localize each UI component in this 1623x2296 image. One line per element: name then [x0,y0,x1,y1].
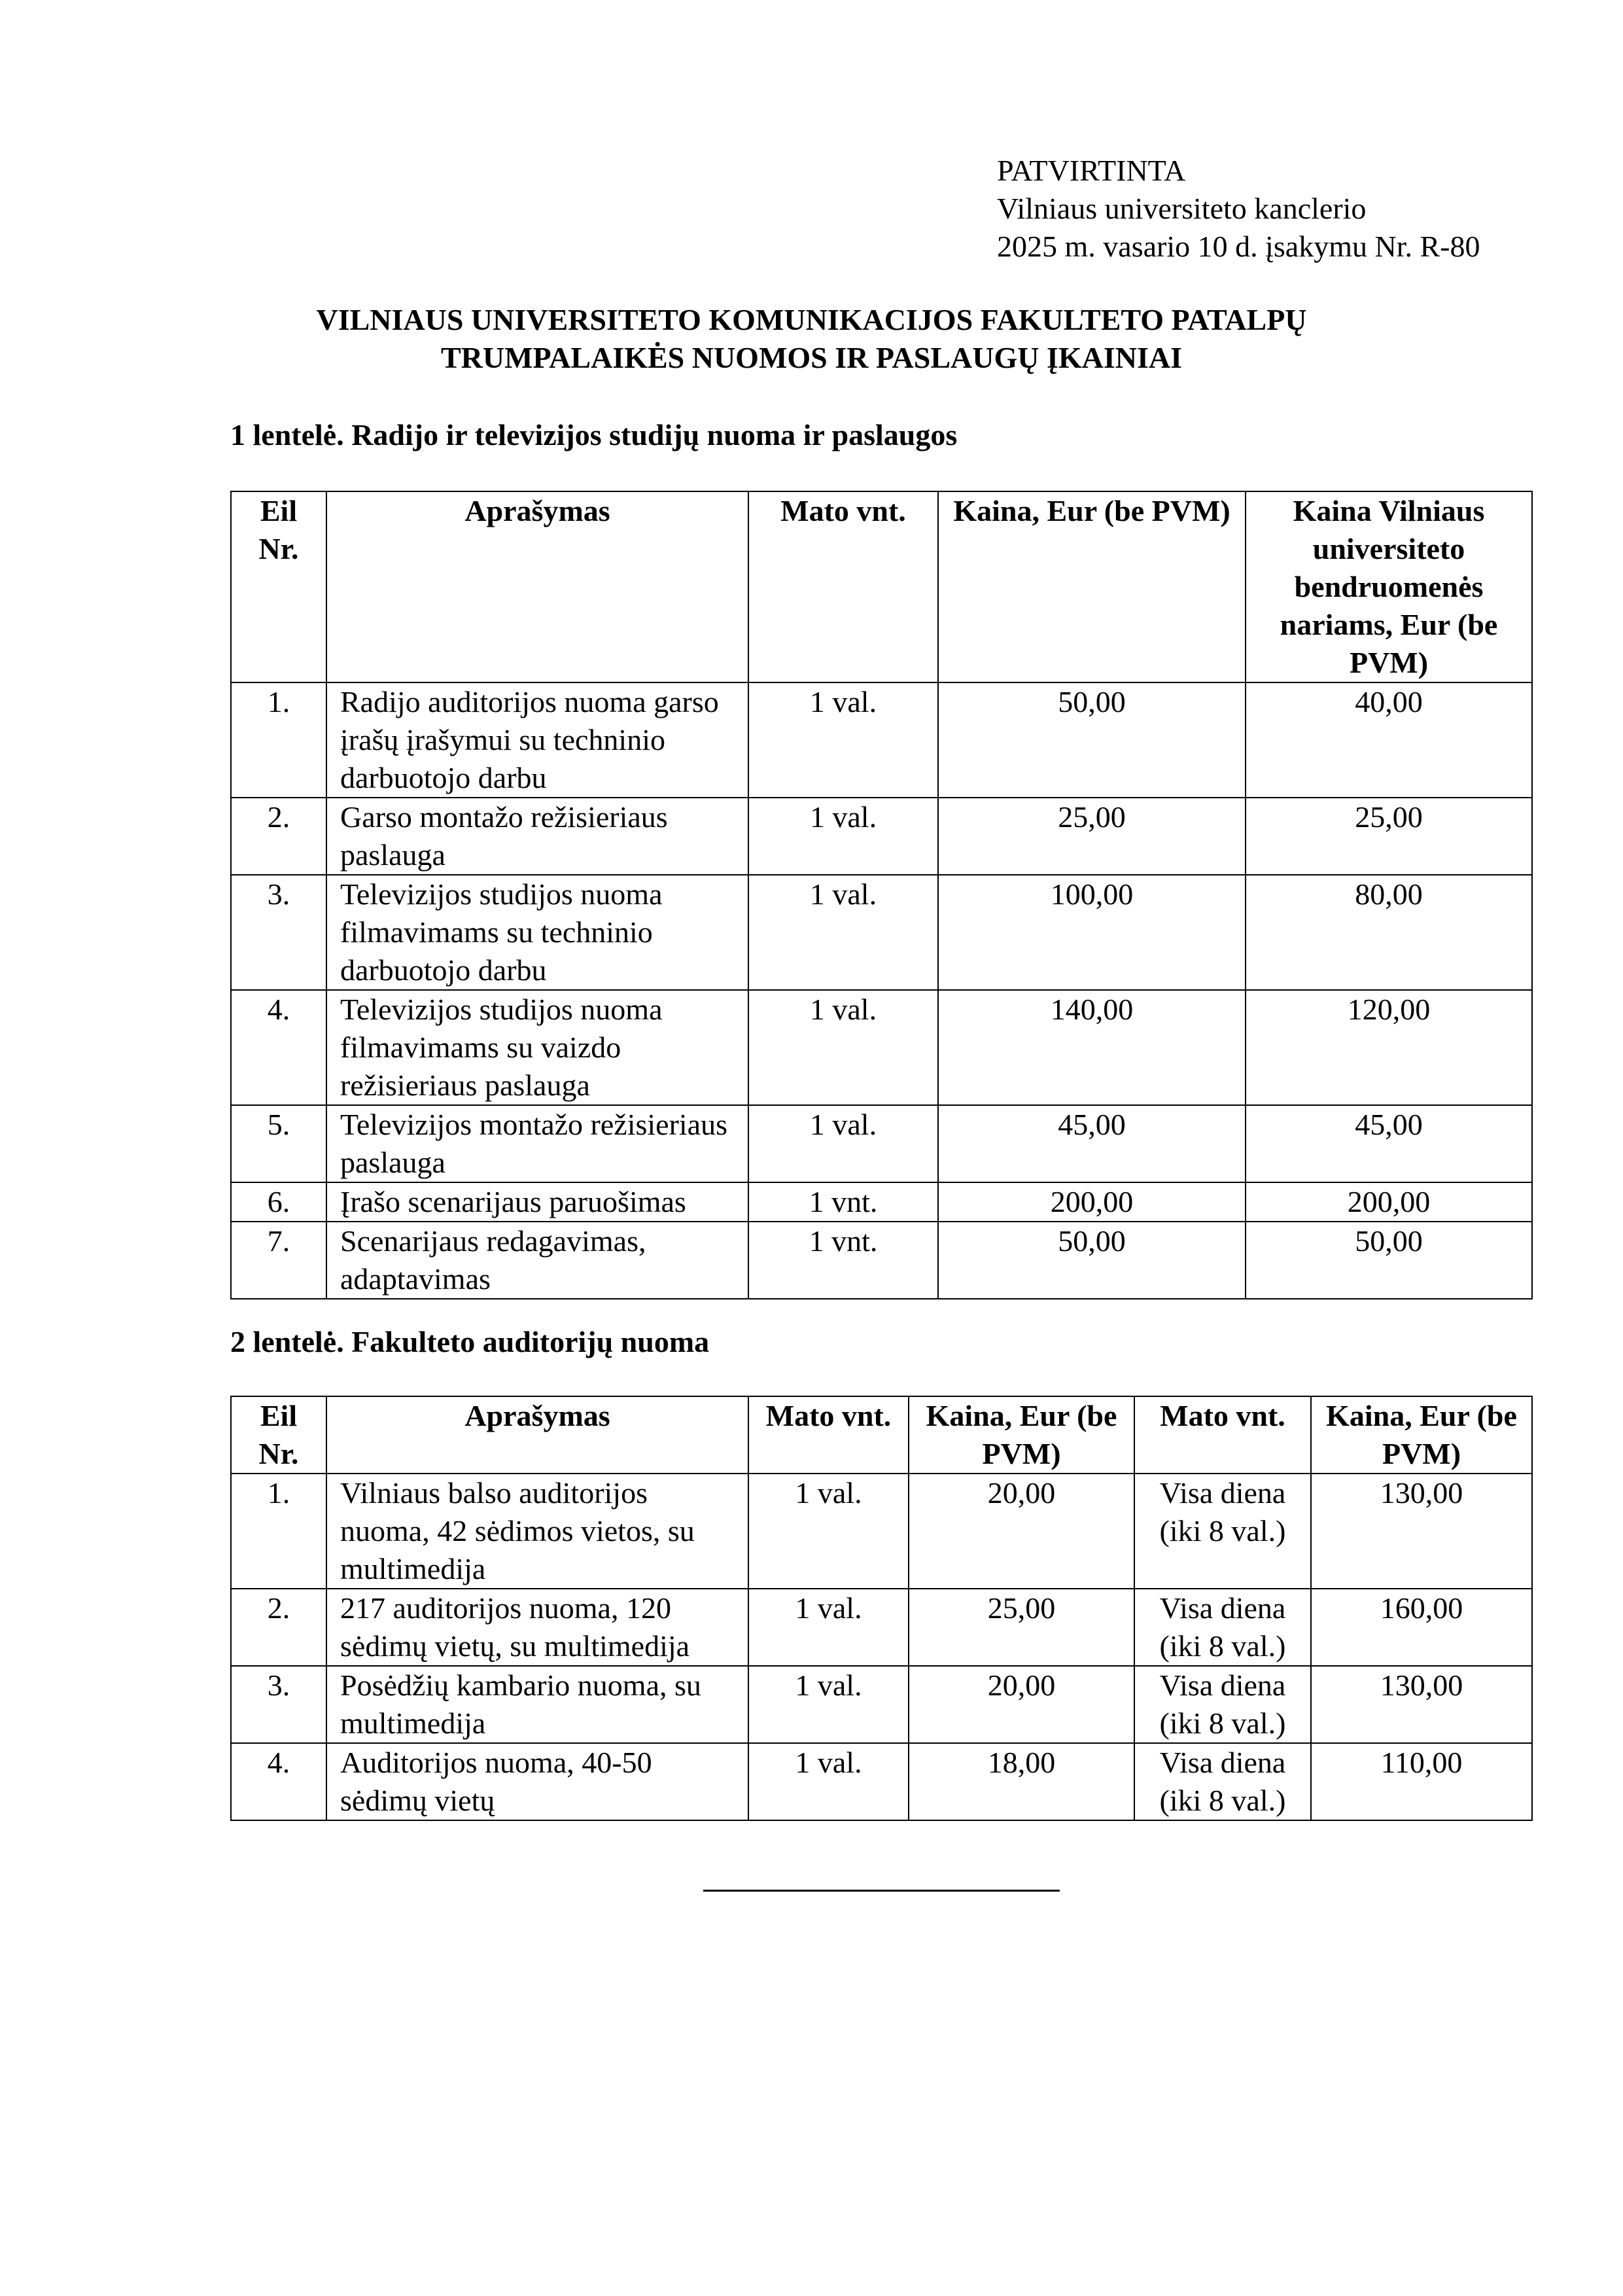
row-price-day: 110,00 [1311,1743,1532,1820]
row-number: 2. [231,1589,326,1666]
table-row [231,1474,1532,1589]
table-row [231,1589,1532,1666]
row-unit-hour: 1 val. [748,1743,909,1820]
row-price-day: 160,00 [1311,1589,1532,1666]
row-unit-day: Visa diena (iki 8 val.) [1134,1589,1311,1666]
row-price: 45,00 [938,1105,1246,1182]
row-number: 7. [231,1222,326,1299]
row-price: 50,00 [938,1222,1246,1299]
document-title-line-1: VILNIAUS UNIVERSITETO KOMUNIKACIJOS FAKULTETO PATALPŲ [316,303,1307,336]
row-member-price: 80,00 [1246,875,1532,990]
table2-header-no: Eil Nr. [231,1396,326,1474]
table2 [230,1396,1533,1821]
row-price-day: 130,00 [1311,1474,1532,1589]
row-number: 5. [231,1105,326,1182]
table1 [230,491,1533,1299]
row-price-hour: 20,00 [909,1474,1134,1589]
row-description: Posėdžių kambario nuoma, su multimedija [326,1666,748,1743]
row-number: 4. [231,1743,326,1820]
row-unit-day: Visa diena (iki 8 val.) [1134,1474,1311,1589]
table1-header-price: Kaina, Eur (be PVM) [938,491,1246,682]
row-unit: 1 vnt. [748,1222,938,1299]
approval-line-1: PATVIRTINTA [997,154,1186,187]
table2-header-price-day: Kaina, Eur (be PVM) [1311,1396,1532,1474]
row-description: Garso montažo režisieriaus paslauga [326,798,748,875]
row-description: Auditorijos nuoma, 40-50 sėdimų vietų [326,1743,748,1820]
row-unit: 1 val. [748,1105,938,1182]
row-description: Vilniaus balso auditorijos nuoma, 42 sėdimos vietos, su multimedija [326,1474,748,1589]
row-unit: 1 val. [748,990,938,1105]
table1-header-member-price: Kaina Vilniaus universiteto bendruomenės nariams, Eur (be PVM) [1246,491,1532,682]
row-price: 100,00 [938,875,1246,990]
row-description: Televizijos studijos nuoma filmavimams su techninio darbuotojo darbu [326,875,748,990]
row-unit-day: Visa diena (iki 8 val.) [1134,1743,1311,1820]
table-row [231,1666,1532,1743]
table2-header-price-hour: Kaina, Eur (be PVM) [909,1396,1134,1474]
row-price: 140,00 [938,990,1246,1105]
table-row [231,798,1532,875]
row-unit-hour: 1 val. [748,1589,909,1666]
row-unit: 1 val. [748,682,938,798]
row-description: Televizijos montažo režisieriaus paslauga [326,1105,748,1182]
row-member-price: 120,00 [1246,990,1532,1105]
row-number: 6. [231,1182,326,1222]
row-unit-day: Visa diena (iki 8 val.) [1134,1666,1311,1743]
table-row [231,682,1532,798]
approval-line-2: Vilniaus universiteto kanclerio [997,192,1367,225]
table2-header-unit-hour: Mato vnt. [748,1396,909,1474]
signature-divider-line [703,1890,1060,1892]
table1-header-row [231,491,1532,682]
document-title-line-2: TRUMPALAIKĖS NUOMOS IR PASLAUGŲ ĮKAINIAI [440,341,1183,374]
table2-header-row [231,1396,1532,1474]
row-unit-hour: 1 val. [748,1666,909,1743]
row-price-hour: 25,00 [909,1589,1134,1666]
row-member-price: 50,00 [1246,1222,1532,1299]
table2-caption: 2 lentelė. Fakulteto auditorijų nuoma [230,1325,710,1358]
row-description: 217 auditorijos nuoma, 120 sėdimų vietų, su multimedija [326,1589,748,1666]
row-unit: 1 val. [748,798,938,875]
row-unit-hour: 1 val. [748,1474,909,1589]
table-row [231,875,1532,990]
row-number: 1. [231,682,326,798]
row-member-price: 200,00 [1246,1182,1532,1222]
row-price-day: 130,00 [1311,1666,1532,1743]
row-member-price: 45,00 [1246,1105,1532,1182]
table-row [231,1182,1532,1222]
approval-block [997,152,1480,266]
row-price: 50,00 [938,682,1246,798]
table-row [231,1222,1532,1299]
row-number: 2. [231,798,326,875]
row-number: 3. [231,1666,326,1743]
row-number: 4. [231,990,326,1105]
row-member-price: 40,00 [1246,682,1532,798]
row-price-hour: 20,00 [909,1666,1134,1743]
row-number: 1. [231,1474,326,1589]
table1-caption: 1 lentelė. Radijo ir televizijos studijų nuoma ir paslaugos [230,418,958,451]
row-description: Scenarijaus redagavimas, adaptavimas [326,1222,748,1299]
row-description: Radijo auditorijos nuoma garso įrašų įrašymui su techninio darbuotojo darbu [326,682,748,798]
table-row [231,1105,1532,1182]
approval-line-3: 2025 m. vasario 10 d. įsakymu Nr. R-80 [997,230,1480,263]
table1-header-no: Eil Nr. [231,491,326,682]
row-description: Televizijos studijos nuoma filmavimams su vaizdo režisieriaus paslauga [326,990,748,1105]
table-row [231,990,1532,1105]
row-price-hour: 18,00 [909,1743,1134,1820]
row-member-price: 25,00 [1246,798,1532,875]
row-unit: 1 val. [748,875,938,990]
table-row [231,1743,1532,1820]
row-price: 200,00 [938,1182,1246,1222]
row-description: Įrašo scenarijaus paruošimas [326,1182,748,1222]
table2-header-unit-day: Mato vnt. [1134,1396,1311,1474]
row-number: 3. [231,875,326,990]
table1-header-unit: Mato vnt. [748,491,938,682]
table1-header-description: Aprašymas [326,491,748,682]
row-price: 25,00 [938,798,1246,875]
row-unit: 1 vnt. [748,1182,938,1222]
table2-header-description: Aprašymas [326,1396,748,1474]
document-title [0,301,1623,377]
